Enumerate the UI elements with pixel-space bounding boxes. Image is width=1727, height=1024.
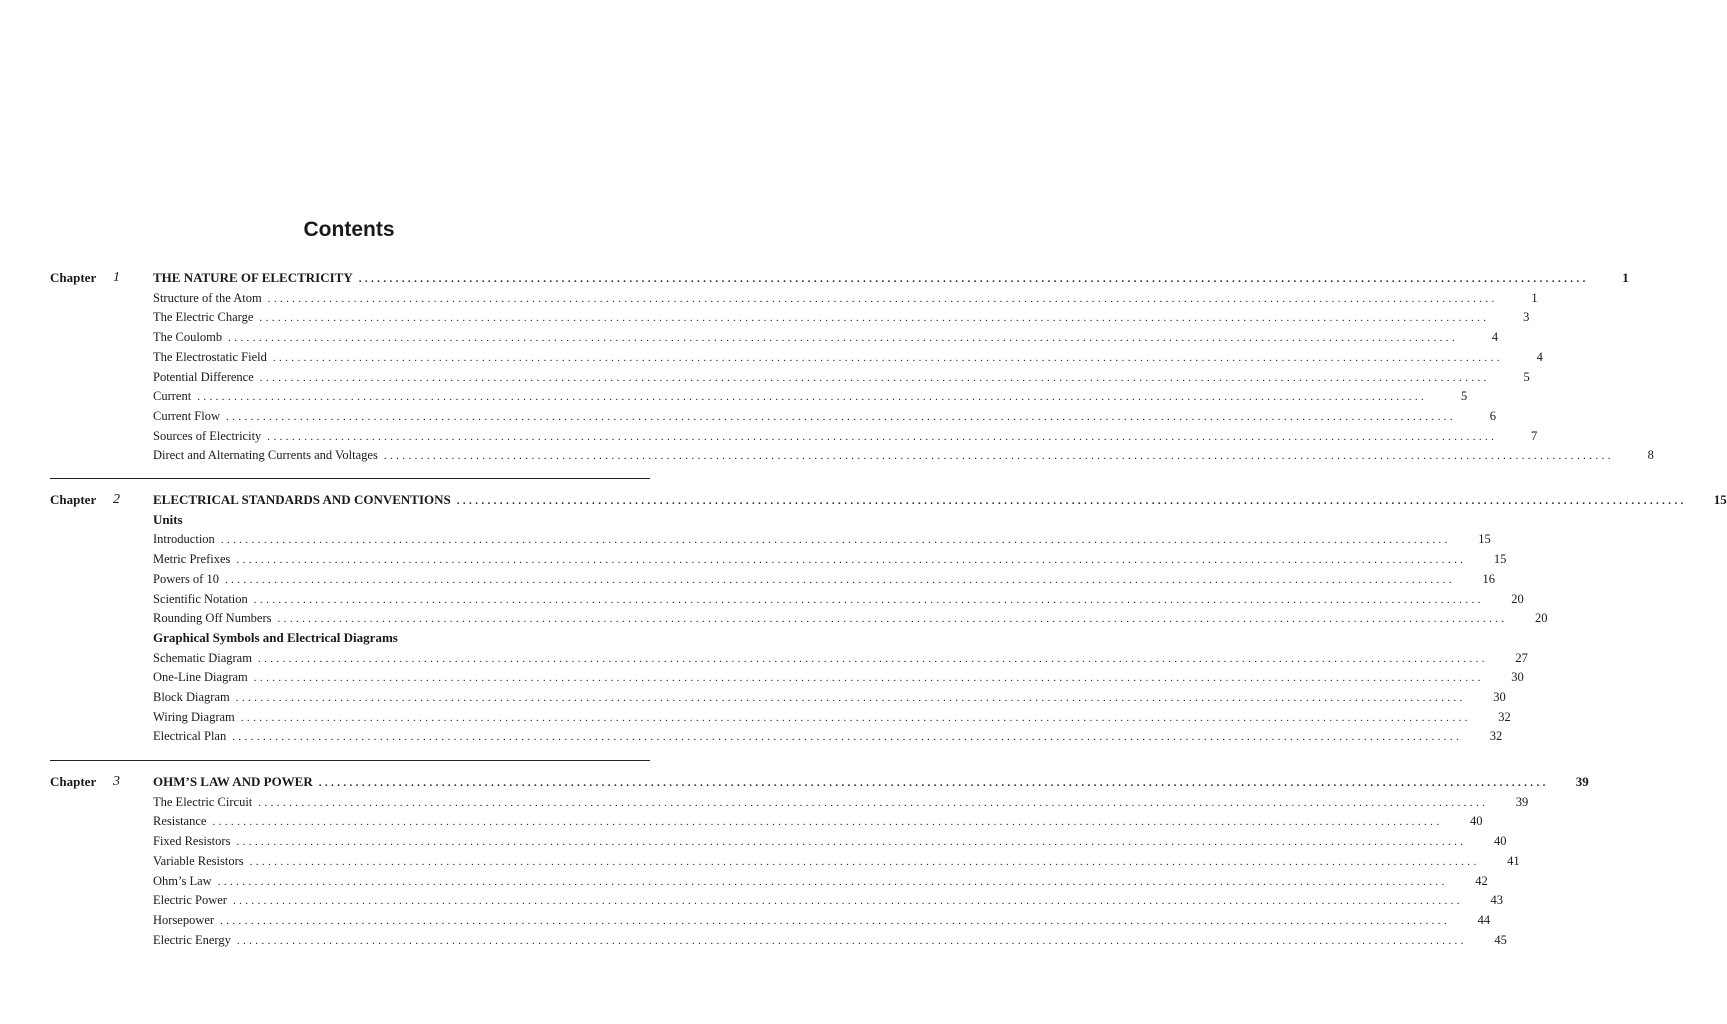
- page-number: 30: [1493, 690, 1506, 704]
- dot-leader: ........................................................................................................................................................................................................: [259, 312, 1490, 325]
- page-number: 15: [1478, 532, 1491, 547]
- dot-leader: ........................................................................................................................................................................................................: [236, 554, 1467, 567]
- page-number: 43: [1490, 893, 1503, 908]
- page-number: 40: [1493, 834, 1507, 849]
- page-number: 15: [1713, 492, 1727, 507]
- page-number: 5: [1523, 369, 1530, 384]
- dot-leader: ........................................................................................................................................................................................................: [253, 672, 1484, 685]
- dot-leader: ........................................................................................................................................................................................................: [267, 430, 1498, 443]
- dot-leader: ........................................................................................................................................................................................................: [383, 450, 1614, 463]
- dot-leader: ........................................................................................................................................................................................................: [267, 292, 1498, 305]
- chapter-label: Chapter: [50, 774, 97, 789]
- toc-entry[interactable]: [153, 687, 1506, 707]
- toc-entry[interactable]: [153, 930, 1507, 950]
- entry-title: Resistance: [153, 814, 207, 829]
- section-heading[interactable]: [153, 628, 650, 648]
- entry-title: Current Flow: [153, 408, 221, 423]
- toc-entry[interactable]: [153, 851, 1520, 871]
- entry-title: One-Line Diagram: [153, 670, 248, 685]
- toc-entry[interactable]: [153, 667, 1524, 687]
- entry-title: Graphical Symbols and Electrical Diagrams: [153, 629, 398, 645]
- entry-title: The Electric Charge: [153, 310, 254, 325]
- page-number: 32: [1498, 709, 1511, 724]
- dot-leader: ........................................................................................................................................................................................................: [249, 855, 1480, 868]
- entry-title: Schematic Diagram: [153, 650, 252, 665]
- toc-entry[interactable]: [153, 327, 1499, 347]
- dot-leader: ........................................................................................................................................................................................................: [259, 371, 1490, 384]
- page-number: 20: [1535, 611, 1548, 626]
- entry-title: Electrical Plan: [153, 729, 227, 744]
- toc-entry[interactable]: [153, 890, 1503, 910]
- entry-title: Metric Prefixes: [153, 552, 231, 567]
- toc-entry[interactable]: [153, 367, 1530, 387]
- toc-entry[interactable]: [153, 707, 1511, 727]
- dot-leader: ........................................................................................................................................................................................................: [224, 573, 1455, 586]
- toc-entry[interactable]: [153, 910, 1491, 930]
- entry-title: Scientific Notation: [153, 591, 248, 606]
- chapter-title-entry[interactable]: [153, 490, 1727, 510]
- dot-leader: ........................................................................................................................................................................................................: [318, 777, 1549, 789]
- entry-title: ELECTRICAL STANDARDS AND CONVENTIONS: [153, 492, 451, 507]
- chapter-title-entry[interactable]: [153, 772, 1589, 792]
- page-number: 5: [1460, 389, 1468, 404]
- toc-entry[interactable]: [153, 871, 1488, 891]
- dot-leader: ........................................................................................................................................................................................................: [253, 593, 1484, 606]
- page-number: 4: [1536, 349, 1543, 364]
- chapter-number: 3: [113, 774, 120, 789]
- entry-title: Sources of Electricity: [153, 428, 262, 443]
- dot-leader: ........................................................................................................................................................................................................: [220, 534, 1451, 547]
- dot-leader: ........................................................................................................................................................................................................: [197, 391, 1428, 404]
- page-number: 32: [1489, 729, 1503, 744]
- entry-title: Units: [153, 511, 183, 527]
- entry-title: Wiring Diagram: [153, 709, 235, 724]
- entry-title: Direct and Alternating Currents and Voltages: [153, 448, 378, 463]
- page-number: 1: [1531, 290, 1538, 305]
- dot-leader: ........................................................................................................................................................................................................: [257, 652, 1488, 665]
- page-number: 15: [1493, 552, 1507, 567]
- dot-leader: ........................................................................................................................................................................................................: [236, 934, 1467, 947]
- page-number: 6: [1489, 408, 1497, 423]
- chapter-number: 2: [113, 492, 120, 507]
- toc-entry[interactable]: [153, 792, 1529, 812]
- page-number: 27: [1515, 650, 1528, 665]
- page-number: 8: [1647, 448, 1654, 463]
- dot-leader: ........................................................................................................................................................................................................: [456, 495, 1687, 507]
- dot-leader: ........................................................................................................................................................................................................: [258, 796, 1489, 809]
- page-number: 39: [1515, 794, 1529, 809]
- entry-title: Potential Difference: [153, 369, 254, 384]
- dot-leader: ........................................................................................................................................................................................................: [228, 332, 1459, 345]
- toc-entry[interactable]: [153, 608, 1548, 628]
- page-number: 41: [1507, 853, 1520, 868]
- page-number: 3: [1523, 310, 1530, 325]
- chapter-title-entry[interactable]: [153, 268, 1629, 288]
- toc-entry[interactable]: [153, 288, 1538, 308]
- entry-title: THE NATURE OF ELECTRICITY: [153, 270, 353, 285]
- chapter-number: 1: [113, 270, 120, 285]
- page-number: 44: [1477, 912, 1491, 927]
- dot-leader: ........................................................................................................................................................................................................: [232, 895, 1463, 908]
- toc-entry[interactable]: [153, 648, 1528, 668]
- entry-title: The Electrostatic Field: [153, 349, 267, 364]
- page-number: 45: [1494, 932, 1507, 947]
- dot-leader: ........................................................................................................................................................................................................: [272, 351, 1503, 364]
- entry-title: Structure of the Atom: [153, 290, 262, 305]
- toc-entry[interactable]: [153, 589, 1524, 609]
- chapter-divider: [50, 760, 650, 761]
- page-number: 20: [1511, 591, 1524, 606]
- dot-leader: ........................................................................................................................................................................................................: [232, 731, 1463, 744]
- chapter-divider: [50, 478, 650, 479]
- page-number: 7: [1531, 428, 1538, 443]
- toc-entry[interactable]: [153, 347, 1543, 367]
- entry-title: Introduction: [153, 532, 215, 547]
- chapter-label: Chapter: [50, 270, 97, 285]
- entry-title: Electric Power: [153, 893, 227, 908]
- dot-leader: ........................................................................................................................................................................................................: [220, 914, 1451, 927]
- page-number: 30: [1511, 670, 1524, 685]
- dot-leader: ........................................................................................................................................................................................................: [277, 613, 1508, 626]
- chapter-label: Chapter: [50, 492, 97, 507]
- entry-title: Horsepower: [153, 912, 215, 927]
- page-number: 40: [1469, 814, 1483, 829]
- page-number: 4: [1491, 330, 1499, 345]
- toc-entry[interactable]: [153, 549, 1507, 569]
- entry-title: The Electric Circuit: [153, 794, 253, 809]
- entry-title: OHM’S LAW AND POWER: [153, 774, 313, 789]
- toc-entry[interactable]: [153, 426, 1538, 446]
- section-heading[interactable]: [153, 510, 650, 530]
- page-number: 42: [1475, 873, 1488, 888]
- dot-leader: ........................................................................................................................................................................................................: [240, 711, 1471, 724]
- entry-title: Rounding Off Numbers: [153, 611, 272, 626]
- toc-entry[interactable]: [153, 307, 1530, 327]
- toc-entry[interactable]: [153, 386, 1468, 406]
- page-title: Contents: [303, 218, 395, 241]
- dot-leader: ........................................................................................................................................................................................................: [226, 410, 1457, 423]
- entry-title: The Coulomb: [153, 330, 223, 345]
- toc-entry[interactable]: [153, 569, 1495, 589]
- entry-title: Ohm’s Law: [153, 873, 212, 888]
- dot-leader: ........................................................................................................................................................................................................: [212, 816, 1443, 829]
- toc-entry[interactable]: [153, 529, 1491, 549]
- dot-leader: ........................................................................................................................................................................................................: [358, 273, 1589, 285]
- dot-leader: ........................................................................................................................................................................................................: [217, 875, 1448, 888]
- entry-title: Electric Energy: [153, 932, 231, 947]
- page-number: 16: [1482, 571, 1495, 586]
- toc-entry[interactable]: [153, 831, 1507, 851]
- toc-entry[interactable]: [153, 811, 1483, 831]
- dot-leader: ........................................................................................................................................................................................................: [236, 836, 1467, 849]
- entry-title: Fixed Resistors: [153, 834, 231, 849]
- toc-entry[interactable]: [153, 726, 1503, 746]
- entry-title: Powers of 10: [153, 571, 219, 586]
- entry-title: Block Diagram: [153, 690, 230, 704]
- toc-entry[interactable]: [153, 406, 1497, 426]
- toc-entry[interactable]: [153, 445, 1654, 465]
- page-number: 39: [1575, 774, 1589, 789]
- dot-leader: ........................................................................................................................................................................................................: [235, 692, 1466, 704]
- page-number: 1: [1622, 270, 1629, 285]
- entry-title: Variable Resistors: [153, 853, 244, 868]
- entry-title: Current: [153, 389, 192, 404]
